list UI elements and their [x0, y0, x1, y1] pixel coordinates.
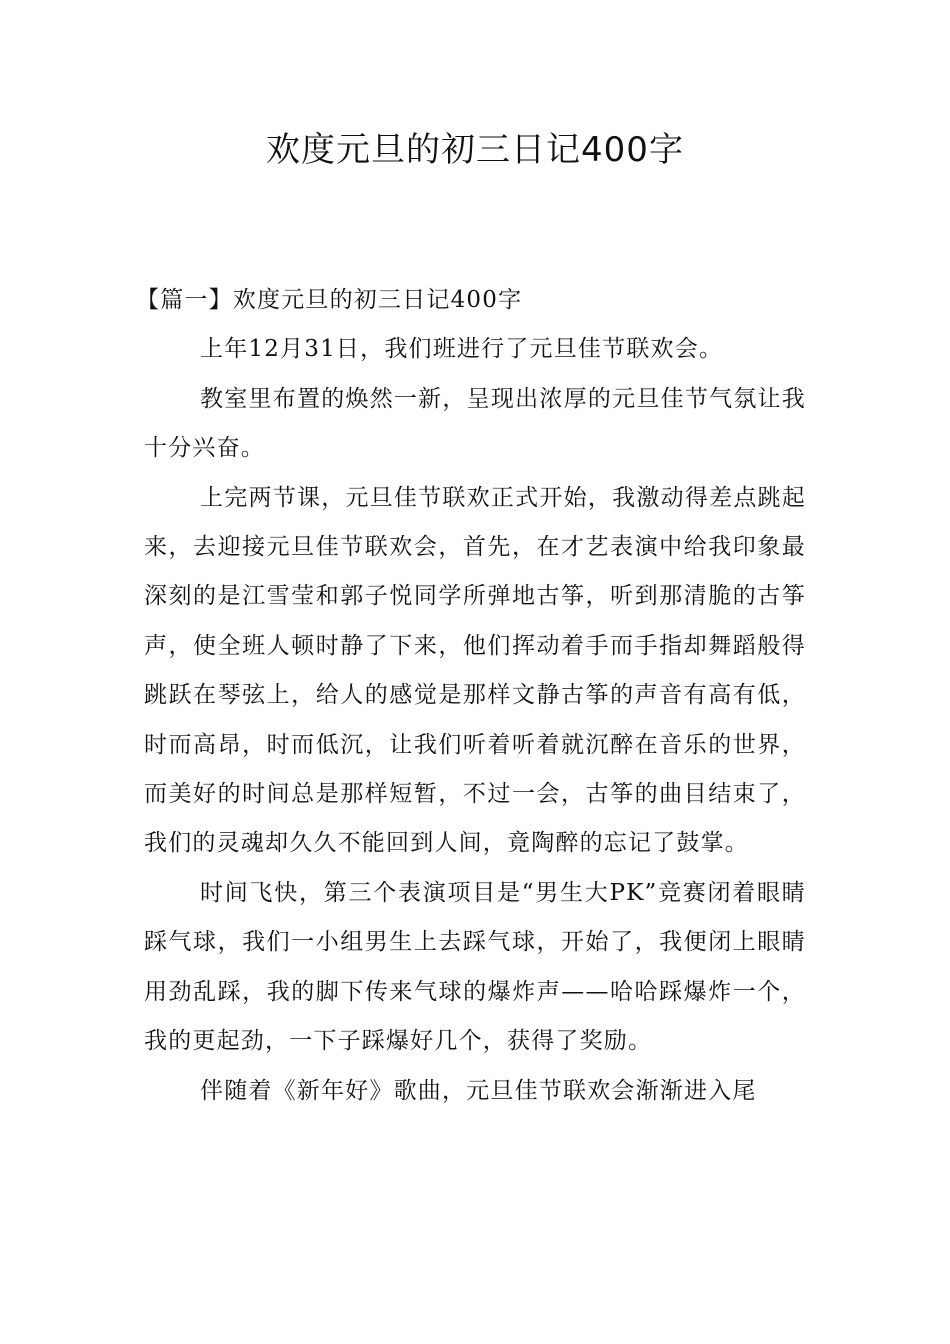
- paragraph-2: 教室里布置的焕然一新，呈现出浓厚的元旦佳节气氛让我十分兴奋。: [144, 385, 806, 462]
- document-title: 欢度元旦的初三日记400字: [266, 130, 684, 170]
- paragraph-1: 上年12月31日，我们班进行了元旦佳节联欢会。: [200, 336, 724, 363]
- document-body: [136, 276, 806, 1116]
- paragraph-3: 上完两节课，元旦佳节联欢正式开始，我激动得差点跳起来，去迎接元旦佳节联欢会，首先，在才艺表演中给我印象最深刻的是江雪莹和郭子悦同学所弹地古筝，听到那清脆的古筝声，使全班人顿时静了下来，他们挥动着手而手指却舞蹈般得跳跃在琴弦上，给人的感觉是那样文静古筝的声音有高有低，时而高昂，时而低沉，让我们听着听着就沉醉在音乐的世界，而美好的时间总是那样短暂，不过一会，古筝的曲目结束了，我们的灵魂却久久不能回到人间，竟陶醉的忘记了鼓掌。: [144, 484, 806, 857]
- paragraph-5: 伴随着《新年好》歌曲，元旦佳节联欢会渐渐进入尾: [200, 1077, 757, 1104]
- section-heading: 【篇一】欢度元旦的初三日记400字: [136, 287, 523, 313]
- paragraph-4: 时间飞快，第三个表演项目是“男生大PK”竞赛闭着眼睛踩气球，我们一小组男生上去踩气球，开始了，我便闭上眼睛用劲乱踩，我的脚下传来气球的爆炸声——哈哈踩爆炸一个，我的更起劲，一下子踩爆好几个，获得了奖励。: [144, 879, 806, 1055]
